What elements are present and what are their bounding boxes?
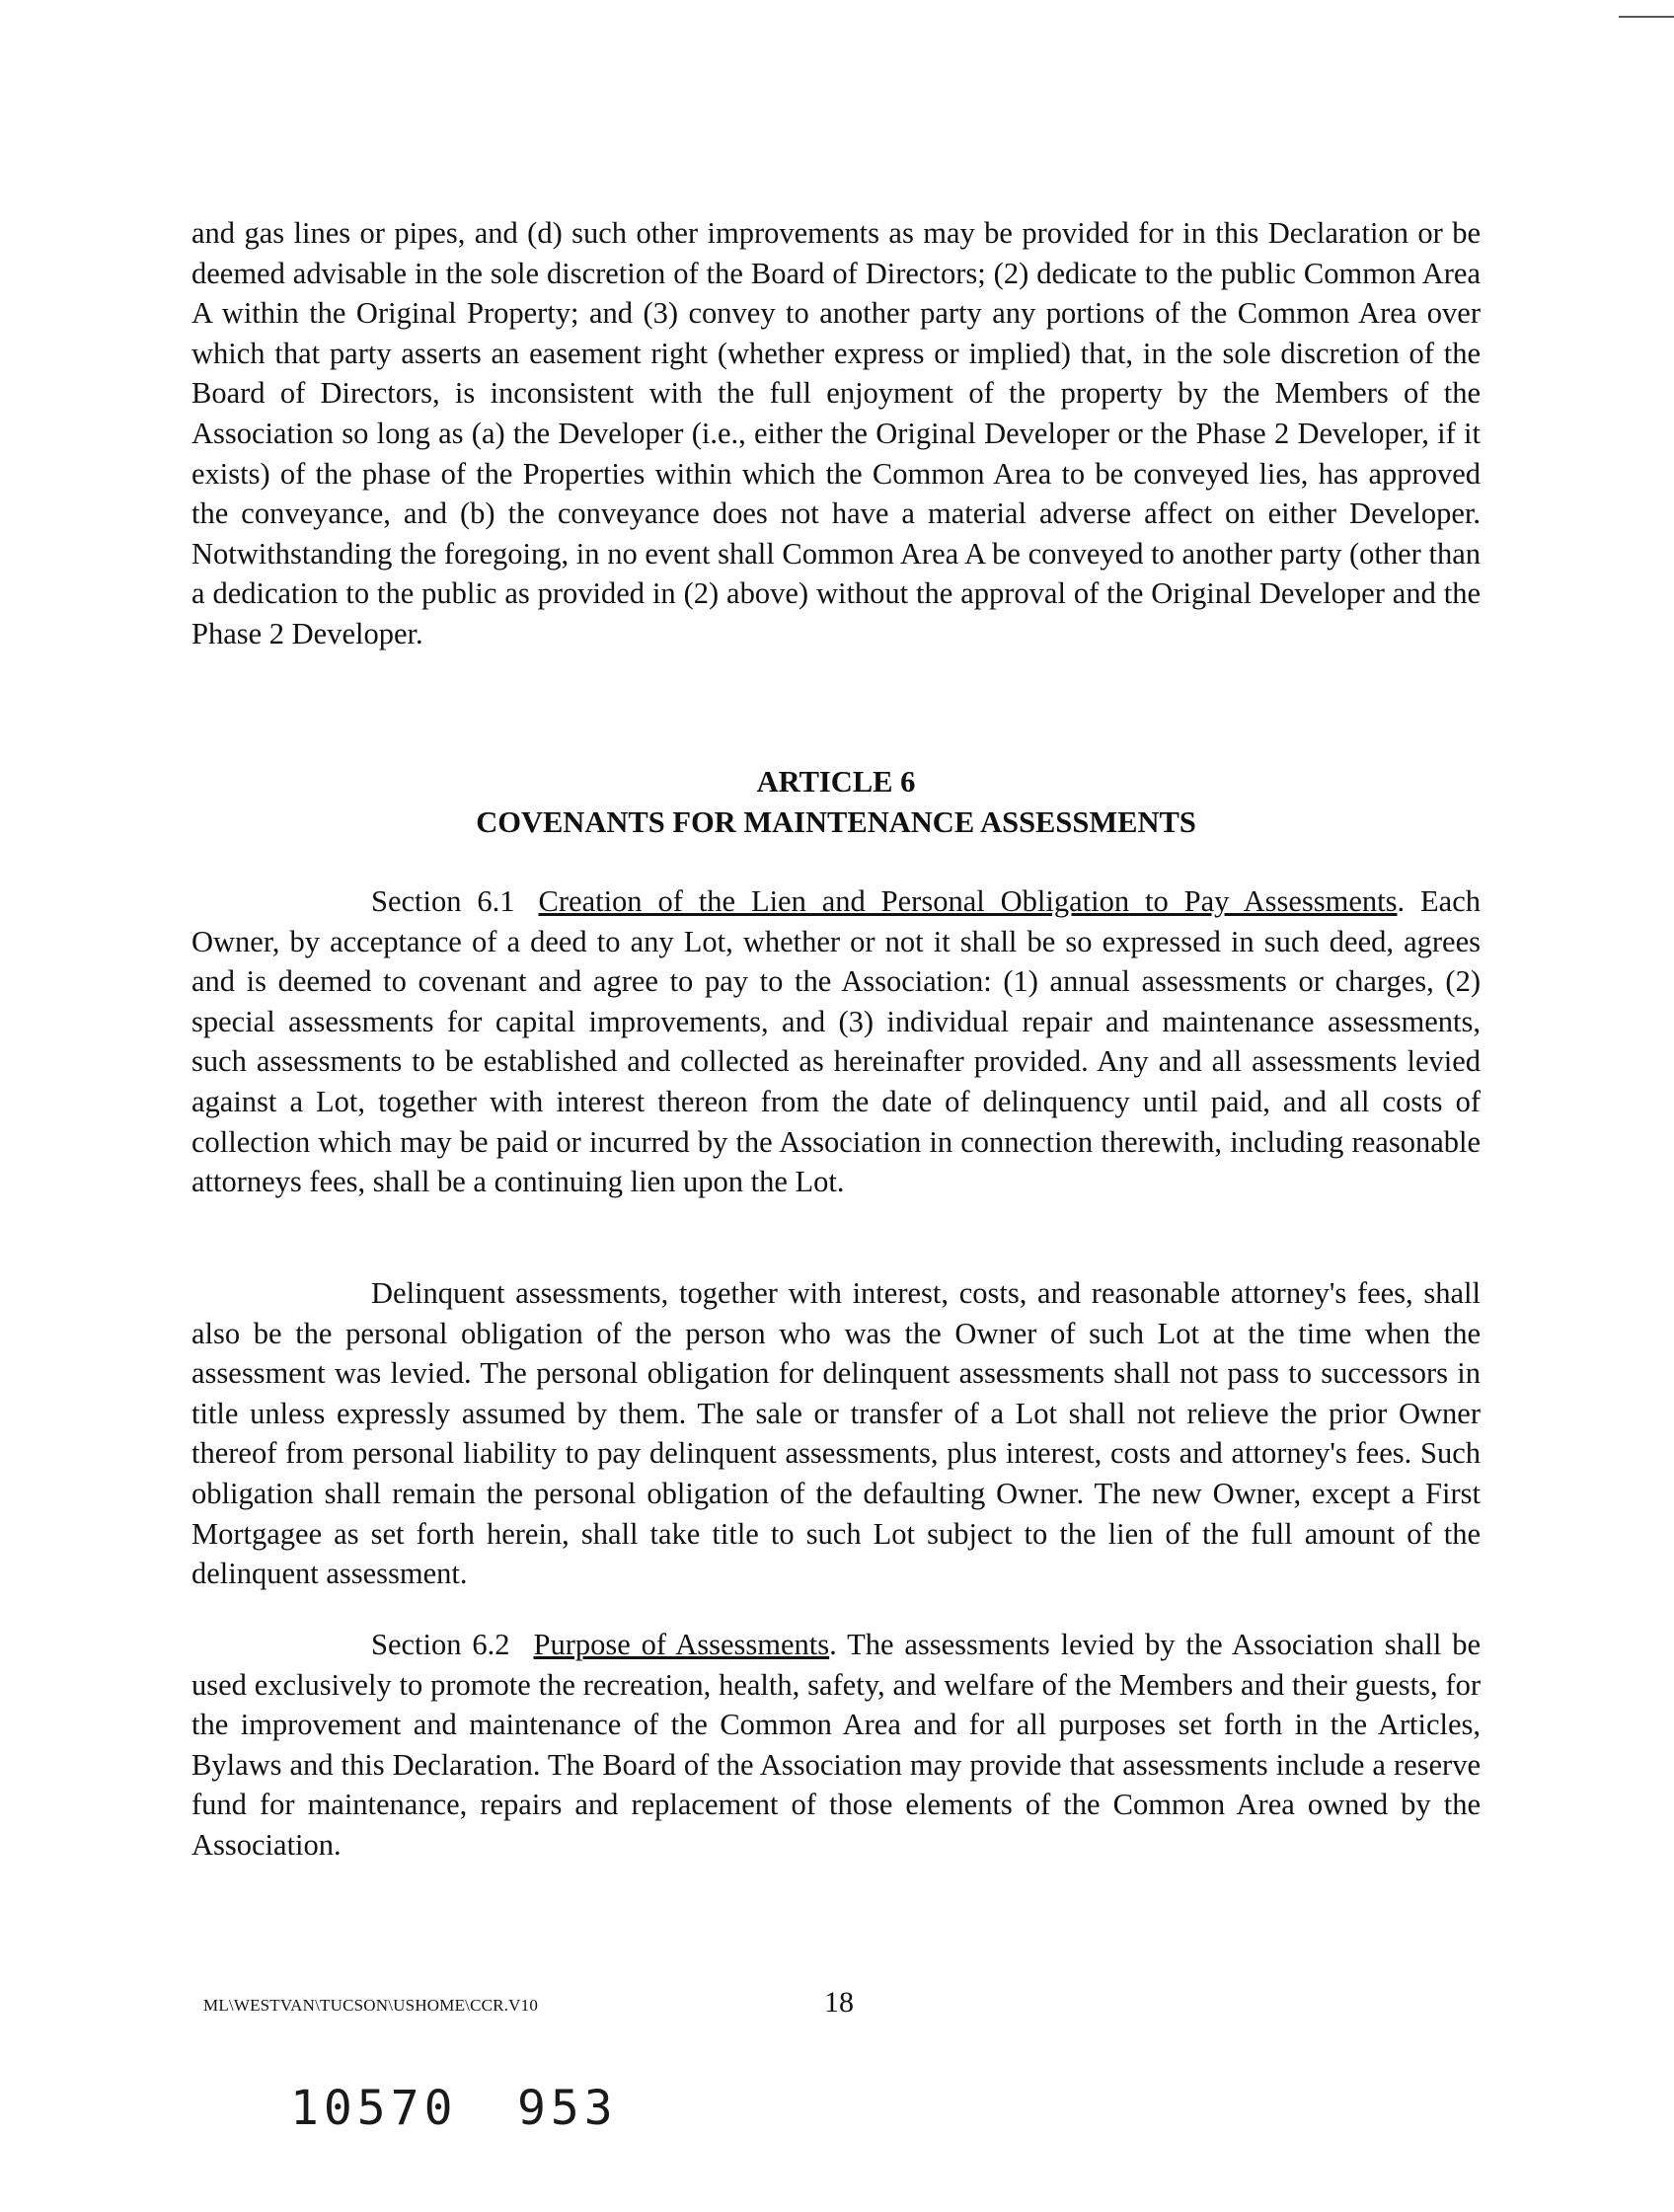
recording-stamp-book: 10570 [290, 2081, 458, 2136]
section-6-1-paragraph [191, 881, 1481, 1202]
footer-file-path: ML\WESTVAN\TUCSON\USHOME\CCR.V10 [203, 1996, 539, 2015]
section-6-2-label: Section 6.2 [371, 1628, 510, 1661]
scan-edge-mark [1619, 16, 1674, 18]
delinquent-assessments-paragraph [191, 1273, 1481, 1594]
section-6-2-paragraph [191, 1625, 1481, 1866]
article-title: COVENANTS FOR MAINTENANCE ASSESSMENTS [476, 804, 1196, 839]
delinquent-assessments-paragraph-inner [191, 1273, 1481, 1594]
continued-paragraph [191, 213, 1481, 654]
page-number: 18 [824, 1986, 854, 2019]
delinquent-assessments-text: Delinquent assessments, together with interest, costs, and reasonable attorney's fees, shall also be the personal obligation of the person who was the Owner of such Lot at the time when the assessment was levied. The personal obligation for delinquent assessments shall not pass to successors in title unless expressly assumed by them. The sale or transfer of a Lot shall not relieve the prior Owner thereof from personal liability to pay delinquent assessments, plus interest, costs and attorney's fees. Such obligation shall remain the personal obligation of the defaulting Owner. The new Owner, except a First Mortgagee as set forth herein, shall take title to such Lot subject to the lien of the full amount of the delinquent assessment. [191, 1276, 1481, 1591]
recording-stamp-page: 953 [517, 2081, 618, 2136]
section-6-1-body: . Each Owner, by acceptance of a deed to any Lot, whether or not it shall be so expressed in such deed, agrees and is deemed to covenant and agree to pay to the Association: (1) annual assessments or charges, (2) special assessments for capital improvements, and (3) individual repair and maintenance assessments, such assessments to be established and collected as hereinafter provided. Any and all assessments levied against a Lot, together with interest thereon from the date of delinquency until paid, and all costs of collection which may be paid or incurred by the Association in connection therewith, including reasonable attorneys fees, shall be a continuing lien upon the Lot. [191, 884, 1481, 1199]
section-6-2-body: . The assessments levied by the Association shall be used exclusively to promote the recreation, health, safety, and welfare of the Members and their guests, for the improvement and maintenance of the Common Area and for all purposes set forth in the Articles, Bylaws and this Declaration. The Board of the Association may provide that assessments include a reserve fund for maintenance, repairs and replacement of those elements of the Common Area owned by the Association. [191, 1628, 1481, 1862]
section-6-1 [191, 881, 1481, 1202]
article-number: ARTICLE 6 [756, 765, 916, 799]
section-6-1-label: Section 6.1 [371, 884, 515, 918]
section-6-2-title: Purpose of Assessments [533, 1628, 830, 1661]
section-6-2 [191, 1625, 1481, 1866]
section-6-1-title: Creation of the Lien and Personal Obligation to Pay Assessments [538, 884, 1398, 918]
article-heading [191, 762, 1481, 842]
continued-paragraph-text: and gas lines or pipes, and (d) such other improvements as may be provided for in this Declaration or be deemed advisable in the sole discretion of the Board of Directors; (2) dedicate to the public Common Area A within the Original Property; and (3) convey to another party any portions of the Common Area over which that party asserts an easement right (whether express or implied) that, in the sole discretion of the Board of Directors, is inconsistent with the full enjoyment of the property by the Members of the Association so long as (a) the Developer (i.e., either the Original Developer or the Phase 2 Developer, if it exists) of the phase of the Properties within which the Common Area to be conveyed lies, has approved the conveyance, and (b) the conveyance does not have a material adverse affect on either Developer. Notwithstanding the foregoing, in no event shall Common Area A be conveyed to another party (other than a dedication to the public as provided in (2) above) without the approval of the Original Developer and the Phase 2 Developer. [191, 216, 1481, 650]
